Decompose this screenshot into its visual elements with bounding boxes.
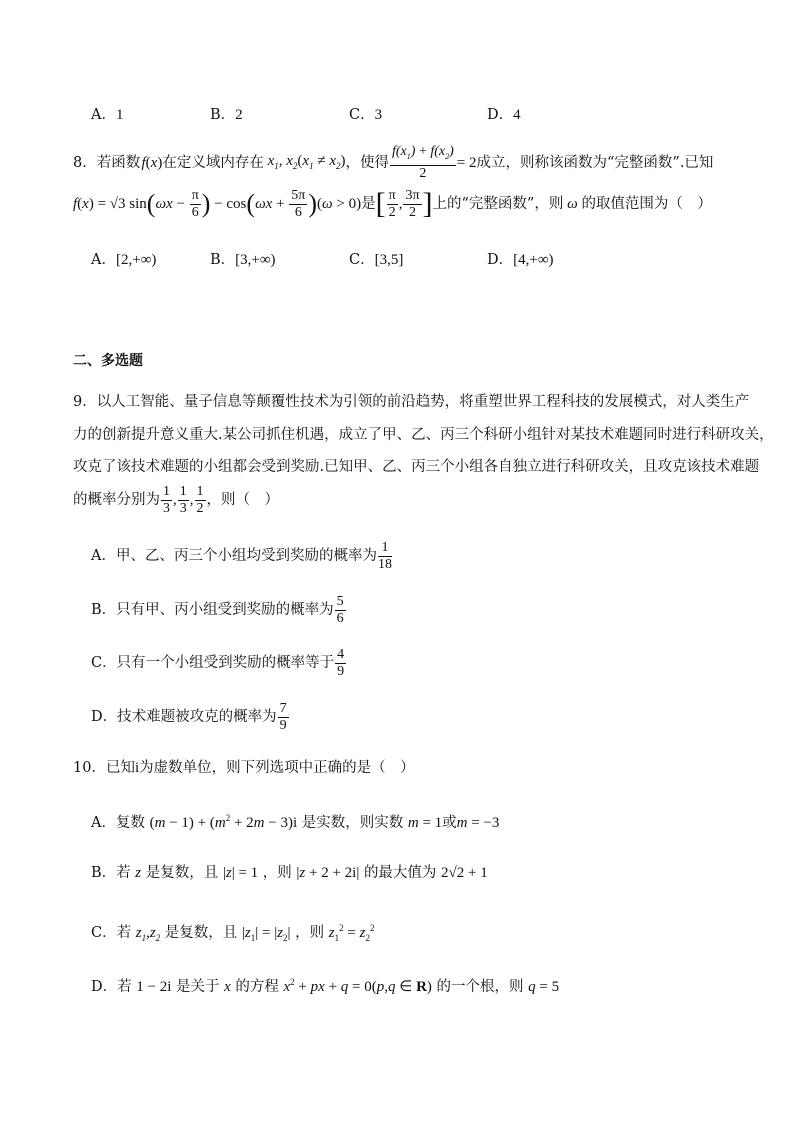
- option-text: 是实数，则实数: [301, 815, 404, 831]
- fraction-numerator: 1: [196, 483, 204, 499]
- question-number: 8．: [73, 155, 97, 171]
- math-fx-def: f: [73, 196, 78, 212]
- math-bigparen: ): [201, 189, 211, 218]
- q10-text: 10．已知: [73, 760, 135, 776]
- math-omega-x: ωx: [155, 196, 173, 212]
- section-heading: 二、多选题: [73, 353, 143, 369]
- fraction-denominator: 9: [279, 717, 287, 733]
- q8-line2: [73, 184, 712, 224]
- fraction-numerator: 5: [336, 593, 344, 609]
- fraction-numerator: 1: [179, 483, 187, 499]
- option-fraction: [278, 701, 289, 734]
- q8-option-d: [487, 248, 554, 269]
- fraction-numerator: 5π: [291, 187, 306, 203]
- option-text: 若: [116, 865, 131, 881]
- option-value: [3,+∞): [235, 252, 276, 268]
- option-text: 的一个根，则: [436, 979, 524, 995]
- fraction-denominator: 2: [408, 204, 416, 220]
- fraction-numerator: 4: [337, 646, 345, 662]
- q9-option-c: [91, 643, 347, 683]
- math-z1z2: $z_1,z_2$: [135, 925, 161, 943]
- fraction-denominator: 6: [191, 204, 199, 220]
- q9-option-b: [91, 590, 347, 630]
- fraction-numerator: 1: [378, 540, 392, 557]
- option-value: 3: [374, 107, 383, 123]
- math-abs-eq: $|z_1| = |z_2|$: [241, 925, 291, 943]
- math-m1: m = 1: [407, 815, 443, 831]
- q10-stem: [73, 758, 415, 778]
- option-value: [4,+∞): [513, 252, 554, 268]
- fraction-denominator: 9: [337, 663, 345, 679]
- option-value: [3,5]: [374, 252, 404, 268]
- math-minus: −: [172, 196, 189, 212]
- math-complex: $(m - 1) + (m^2 + 2m - 3)i$: [149, 813, 298, 831]
- option-value: [2,+∞): [115, 252, 157, 268]
- math-omega-cond: (ω > 0): [317, 196, 362, 212]
- math-bigbracket: [: [375, 187, 386, 220]
- option-text: 的最大值为: [363, 865, 437, 881]
- q8-option-c: [349, 248, 403, 269]
- math-absz: |z| = 1: [222, 865, 259, 881]
- option-letter: B．: [91, 602, 117, 618]
- q9-line2: 力的创新提升意义重大.某公司抓住机遇，成立了甲、乙、丙三个科研小组针对某技术难题同时进行科研攻关，: [73, 427, 774, 443]
- math-bigparen: (: [146, 189, 156, 218]
- math-comma: ,: [173, 492, 177, 508]
- q10-option-a: [91, 808, 499, 833]
- math-root: 1 − 2i: [136, 979, 172, 995]
- q9-line1: 9．以人工智能、量子信息等颠覆性技术为引领的前沿趋势，将重塑世界工程科技的发展模式，对人类生产: [73, 394, 750, 410]
- math-eq-2: = 2: [456, 155, 477, 171]
- math-fraction-3pi2: [403, 188, 421, 221]
- math-fraction-5pi6: [289, 188, 307, 221]
- option-letter: C．: [91, 655, 117, 671]
- option-letter: C．: [349, 252, 375, 268]
- q8-option-a: [91, 248, 156, 269]
- option-text: 若: [116, 925, 132, 941]
- math-bigparen: ): [308, 189, 318, 218]
- q10-option-b: [91, 863, 488, 883]
- option-text: 若: [117, 979, 132, 995]
- prob-fraction: [161, 484, 172, 517]
- option-letter: A．: [91, 107, 116, 123]
- q10-option-c: [91, 918, 374, 948]
- q9-text: ，则（ ）: [206, 492, 279, 508]
- fraction-numerator: π: [388, 187, 396, 203]
- option-letter: A．: [91, 548, 116, 564]
- q7-option-b: [210, 103, 243, 124]
- q8-text: 上的“完整函数”，则: [432, 196, 564, 212]
- math-sq-eq: $z_1^2 = z_2^2$: [328, 923, 375, 943]
- math-omega-x: ωx: [255, 196, 273, 212]
- option-letter: D．: [487, 252, 514, 268]
- option-text: 是复数，且: [145, 865, 219, 881]
- option-text: 只有一个小组受到奖励的概率等于: [116, 655, 335, 671]
- fraction-numerator: 7: [279, 700, 287, 716]
- math-plus: +: [272, 196, 289, 212]
- math-z: z: [135, 865, 142, 881]
- q7-option-a: [91, 103, 123, 124]
- math-x: x: [150, 155, 158, 171]
- q9-line3: 攻克了该技术难题的小组都会受到奖励.已知甲、乙、丙三个小组各自独立进行科研攻关，且攻克该技术难题: [73, 459, 760, 475]
- math-equation: $x^2$ + px + q = 0(p,q ∈ R): [283, 977, 432, 995]
- q9-option-d: [91, 697, 290, 737]
- math-cos: − cos: [210, 196, 247, 212]
- option-value: 4: [513, 107, 521, 123]
- fraction-numerator: 3π: [405, 187, 420, 203]
- option-letter: C．: [349, 107, 375, 123]
- option-letter: D．: [487, 107, 514, 123]
- fraction-denominator: 3: [163, 500, 170, 516]
- math-comma: ,: [189, 492, 194, 508]
- fraction-numerator: 1: [163, 483, 170, 499]
- fraction-denominator: 6: [294, 204, 302, 220]
- q8-text: 在定义域内存在: [162, 155, 264, 171]
- q10-option-d: [91, 972, 559, 997]
- q8-text: 若函数: [96, 155, 141, 171]
- option-letter: B．: [210, 107, 236, 123]
- math-omega: ω: [563, 196, 582, 212]
- q9-option-a: [91, 536, 393, 576]
- fraction-denominator: 2: [196, 500, 204, 516]
- math-fx: f: [140, 155, 146, 171]
- q9-text: 的概率分别为: [73, 492, 160, 508]
- math-x: x: [82, 196, 89, 212]
- math-fraction-pi6: [190, 188, 201, 221]
- fraction-denominator: 18: [377, 556, 392, 572]
- option-fraction: [335, 594, 346, 627]
- prob-fraction: [178, 484, 189, 517]
- option-value: 2: [235, 107, 243, 123]
- option-text: 的方程: [235, 979, 279, 995]
- option-text: 甲、乙、丙三个小组均受到奖励的概率为: [115, 548, 377, 564]
- option-value: 1: [115, 107, 124, 123]
- math-abs-expr: |z + 2 + 2i|: [296, 865, 360, 881]
- option-fraction: [335, 647, 346, 680]
- q7-option-c: [349, 103, 382, 124]
- option-text: ，则: [262, 865, 292, 881]
- option-letter: D．: [91, 709, 118, 725]
- math-paren: (: [145, 155, 151, 171]
- q8-text: 成立，则称该函数为“完整函数”.已知: [476, 155, 714, 171]
- math-q5: q = 5: [528, 979, 560, 995]
- option-text: 或: [442, 815, 457, 831]
- math-x1x2: $x_1$, $x_2(x_1 \ne x_2)$: [263, 152, 346, 171]
- q7-option-d: [487, 103, 521, 124]
- option-text: 是关于: [176, 979, 220, 995]
- math-paren: ): [157, 155, 163, 171]
- q8-text: ，使得: [345, 155, 389, 171]
- option-letter: C．: [91, 925, 117, 941]
- q10-text: 为虚数单位，则下列选项中正确的是（ ）: [139, 760, 415, 776]
- math-max: 2√2 + 1: [441, 865, 488, 881]
- math-x: x: [224, 979, 231, 995]
- option-letter: A．: [91, 815, 116, 831]
- math-eq: ) = √3 sin: [88, 196, 147, 212]
- q8-line1: [73, 143, 713, 183]
- fraction-denominator: 2: [419, 165, 427, 181]
- fraction-numerator: π: [191, 187, 199, 203]
- prob-fraction: [195, 484, 206, 517]
- math-m-3: m = −3: [456, 815, 500, 831]
- math-paren: (: [77, 196, 83, 212]
- math-bigparen: (: [246, 189, 256, 218]
- option-text: 技术难题被攻克的概率为: [117, 709, 277, 725]
- option-text: 是复数，且: [164, 925, 238, 941]
- q8-option-b: [210, 248, 276, 269]
- math-bigbracket: ]: [422, 187, 433, 220]
- fraction-denominator: 3: [179, 500, 187, 516]
- q8-text: 的取值范围为（ ）: [581, 196, 712, 212]
- math-fraction-pi2: [387, 188, 398, 221]
- option-letter: A．: [91, 252, 116, 268]
- math-i: i: [134, 760, 140, 776]
- option-text: 只有甲、丙小组受到奖励的概率为: [116, 602, 334, 618]
- math-fraction-avg: [390, 144, 456, 182]
- q8-text: 是: [361, 196, 376, 212]
- math-comma: ,: [398, 196, 403, 212]
- option-letter: B．: [210, 252, 236, 268]
- fraction-denominator: 2: [388, 204, 396, 220]
- option-letter: D．: [91, 979, 118, 995]
- fraction-denominator: 6: [336, 610, 344, 626]
- option-fraction: [378, 540, 392, 573]
- q9-line4: [73, 480, 279, 520]
- option-letter: B．: [91, 865, 117, 881]
- option-text: 复数: [115, 815, 145, 831]
- fraction-numerator: $f(x_1) + f(x_2)$: [390, 144, 456, 166]
- option-text: ，则: [295, 925, 325, 941]
